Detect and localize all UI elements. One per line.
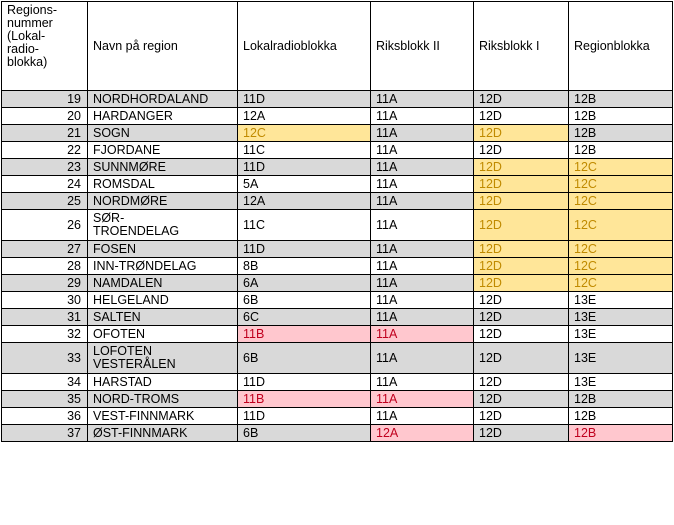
lokalradio-cell: 11D — [238, 91, 371, 108]
lokalradio-cell: 11D — [238, 159, 371, 176]
lokalradio-cell: 6B — [238, 425, 371, 442]
table-row — [2, 176, 673, 193]
header-regionblokka: Regionblokka — [569, 2, 673, 91]
region-name-cell: HARDANGER — [88, 108, 238, 125]
table-row — [2, 241, 673, 258]
lokalradio-cell: 6B — [238, 292, 371, 309]
table-row — [2, 91, 673, 108]
header-row — [2, 2, 673, 91]
table-row — [2, 391, 673, 408]
regionblokka-cell: 13E — [569, 343, 673, 374]
table-row — [2, 125, 673, 142]
region-number-cell: 31 — [2, 309, 88, 326]
riksblokk-1-cell: 12D — [474, 374, 569, 391]
region-name-cell: FJORDANE — [88, 142, 238, 159]
riksblokk-1-cell: 12D — [474, 193, 569, 210]
region-number-cell: 36 — [2, 408, 88, 425]
lokalradio-cell: 8B — [238, 258, 371, 275]
region-name-cell: HELGELAND — [88, 292, 238, 309]
table-row — [2, 408, 673, 425]
lokalradio-cell: 5A — [238, 176, 371, 193]
regionblokka-cell: 12C — [569, 258, 673, 275]
riksblokk-2-cell: 11A — [371, 343, 474, 374]
riksblokk-1-cell: 12D — [474, 142, 569, 159]
riksblokk-2-cell: 12A — [371, 425, 474, 442]
riksblokk-1-cell: 12D — [474, 241, 569, 258]
riksblokk-2-cell: 11A — [371, 142, 474, 159]
table-row — [2, 210, 673, 241]
riksblokk-2-cell: 11A — [371, 125, 474, 142]
header-region-name: Navn på region — [88, 2, 238, 91]
riksblokk-1-cell: 12D — [474, 391, 569, 408]
region-name-cell: ROMSDAL — [88, 176, 238, 193]
region-name-cell: NORDMØRE — [88, 193, 238, 210]
riksblokk-2-cell: 11A — [371, 241, 474, 258]
header-riksblokk-2: Riksblokk II — [371, 2, 474, 91]
regionblokka-cell: 12B — [569, 142, 673, 159]
riksblokk-1-cell: 12D — [474, 408, 569, 425]
table-row — [2, 425, 673, 442]
region-number-cell: 20 — [2, 108, 88, 125]
lokalradio-cell: 12A — [238, 108, 371, 125]
regionblokka-cell: 12B — [569, 108, 673, 125]
regionblokka-cell: 13E — [569, 326, 673, 343]
regionblokka-cell: 12C — [569, 159, 673, 176]
region-number-cell: 30 — [2, 292, 88, 309]
riksblokk-2-cell: 11A — [371, 193, 474, 210]
region-number-cell: 23 — [2, 159, 88, 176]
header-lokalradioblokka: Lokalradioblokka — [238, 2, 371, 91]
lokalradio-cell: 11D — [238, 408, 371, 425]
riksblokk-1-cell: 12D — [474, 292, 569, 309]
region-name-cell: ØST-FINNMARK — [88, 425, 238, 442]
lokalradio-cell: 11B — [238, 326, 371, 343]
region-name-cell: SOGN — [88, 125, 238, 142]
riksblokk-1-cell: 12D — [474, 125, 569, 142]
region-number-cell: 21 — [2, 125, 88, 142]
riksblokk-2-cell: 11A — [371, 391, 474, 408]
region-name-cell: SØR- TROENDELAG — [88, 210, 238, 241]
region-number-cell: 33 — [2, 343, 88, 374]
region-number-cell: 34 — [2, 374, 88, 391]
regionblokka-cell: 12B — [569, 391, 673, 408]
riksblokk-2-cell: 11A — [371, 275, 474, 292]
table-row — [2, 193, 673, 210]
regionblokka-cell: 12B — [569, 125, 673, 142]
table-row — [2, 309, 673, 326]
region-number-cell: 26 — [2, 210, 88, 241]
regionblokka-cell: 12C — [569, 176, 673, 193]
region-name-cell: OFOTEN — [88, 326, 238, 343]
riksblokk-1-cell: 12D — [474, 210, 569, 241]
regionblokka-cell: 12B — [569, 408, 673, 425]
regionblokka-cell: 13E — [569, 374, 673, 391]
riksblokk-1-cell: 12D — [474, 326, 569, 343]
riksblokk-2-cell: 11A — [371, 258, 474, 275]
regionblokka-cell: 12B — [569, 91, 673, 108]
region-number-cell: 37 — [2, 425, 88, 442]
lokalradio-cell: 6C — [238, 309, 371, 326]
regionblokka-cell: 12C — [569, 275, 673, 292]
table-row — [2, 343, 673, 374]
riksblokk-1-cell: 12D — [474, 343, 569, 374]
lokalradio-cell: 11D — [238, 241, 371, 258]
region-number-cell: 25 — [2, 193, 88, 210]
riksblokk-2-cell: 11A — [371, 159, 474, 176]
region-name-cell: INN-TRØNDELAG — [88, 258, 238, 275]
region-name-cell: NAMDALEN — [88, 275, 238, 292]
riksblokk-2-cell: 11A — [371, 210, 474, 241]
riksblokk-1-cell: 12D — [474, 108, 569, 125]
table-row — [2, 374, 673, 391]
region-number-cell: 22 — [2, 142, 88, 159]
region-number-cell: 19 — [2, 91, 88, 108]
header-riksblokk-1: Riksblokk I — [474, 2, 569, 91]
region-number-cell: 29 — [2, 275, 88, 292]
region-number-cell: 28 — [2, 258, 88, 275]
riksblokk-2-cell: 11A — [371, 91, 474, 108]
riksblokk-2-cell: 11A — [371, 326, 474, 343]
table-body — [2, 91, 673, 442]
region-name-cell: SUNNMØRE — [88, 159, 238, 176]
riksblokk-1-cell: 12D — [474, 309, 569, 326]
region-name-cell: FOSEN — [88, 241, 238, 258]
lokalradio-cell: 12A — [238, 193, 371, 210]
table-row — [2, 275, 673, 292]
region-number-cell: 32 — [2, 326, 88, 343]
riksblokk-2-cell: 11A — [371, 108, 474, 125]
lokalradio-cell: 6A — [238, 275, 371, 292]
riksblokk-1-cell: 12D — [474, 425, 569, 442]
lokalradio-cell: 6B — [238, 343, 371, 374]
riksblokk-1-cell: 12D — [474, 159, 569, 176]
region-block-table — [1, 1, 673, 442]
region-name-cell: LOFOTEN VESTERÅLEN — [88, 343, 238, 374]
region-number-cell: 24 — [2, 176, 88, 193]
region-name-cell: HARSTAD — [88, 374, 238, 391]
lokalradio-cell: 11C — [238, 210, 371, 241]
lokalradio-cell: 11D — [238, 374, 371, 391]
region-number-cell: 35 — [2, 391, 88, 408]
region-name-cell: SALTEN — [88, 309, 238, 326]
lokalradio-cell: 11B — [238, 391, 371, 408]
lokalradio-cell: 11C — [238, 142, 371, 159]
region-name-cell: NORD-TROMS — [88, 391, 238, 408]
regionblokka-cell: 12C — [569, 241, 673, 258]
riksblokk-1-cell: 12D — [474, 258, 569, 275]
riksblokk-2-cell: 11A — [371, 309, 474, 326]
region-name-cell: NORDHORDALAND — [88, 91, 238, 108]
regionblokka-cell: 12C — [569, 193, 673, 210]
lokalradio-cell: 12C — [238, 125, 371, 142]
table-row — [2, 292, 673, 309]
regionblokka-cell: 13E — [569, 309, 673, 326]
region-name-cell: VEST-FINNMARK — [88, 408, 238, 425]
riksblokk-1-cell: 12D — [474, 176, 569, 193]
regionblokka-cell: 13E — [569, 292, 673, 309]
header-region-number-text: Regions- nummer (Lokal- radio- blokka) — [7, 3, 58, 69]
region-number-cell: 27 — [2, 241, 88, 258]
table-row — [2, 326, 673, 343]
regionblokka-cell: 12B — [569, 425, 673, 442]
table-row — [2, 108, 673, 125]
table-row — [2, 142, 673, 159]
header-region-number — [2, 2, 88, 91]
riksblokk-1-cell: 12D — [474, 91, 569, 108]
riksblokk-1-cell: 12D — [474, 275, 569, 292]
riksblokk-2-cell: 11A — [371, 292, 474, 309]
table-row — [2, 159, 673, 176]
table-row — [2, 258, 673, 275]
regionblokka-cell: 12C — [569, 210, 673, 241]
riksblokk-2-cell: 11A — [371, 408, 474, 425]
riksblokk-2-cell: 11A — [371, 374, 474, 391]
riksblokk-2-cell: 11A — [371, 176, 474, 193]
